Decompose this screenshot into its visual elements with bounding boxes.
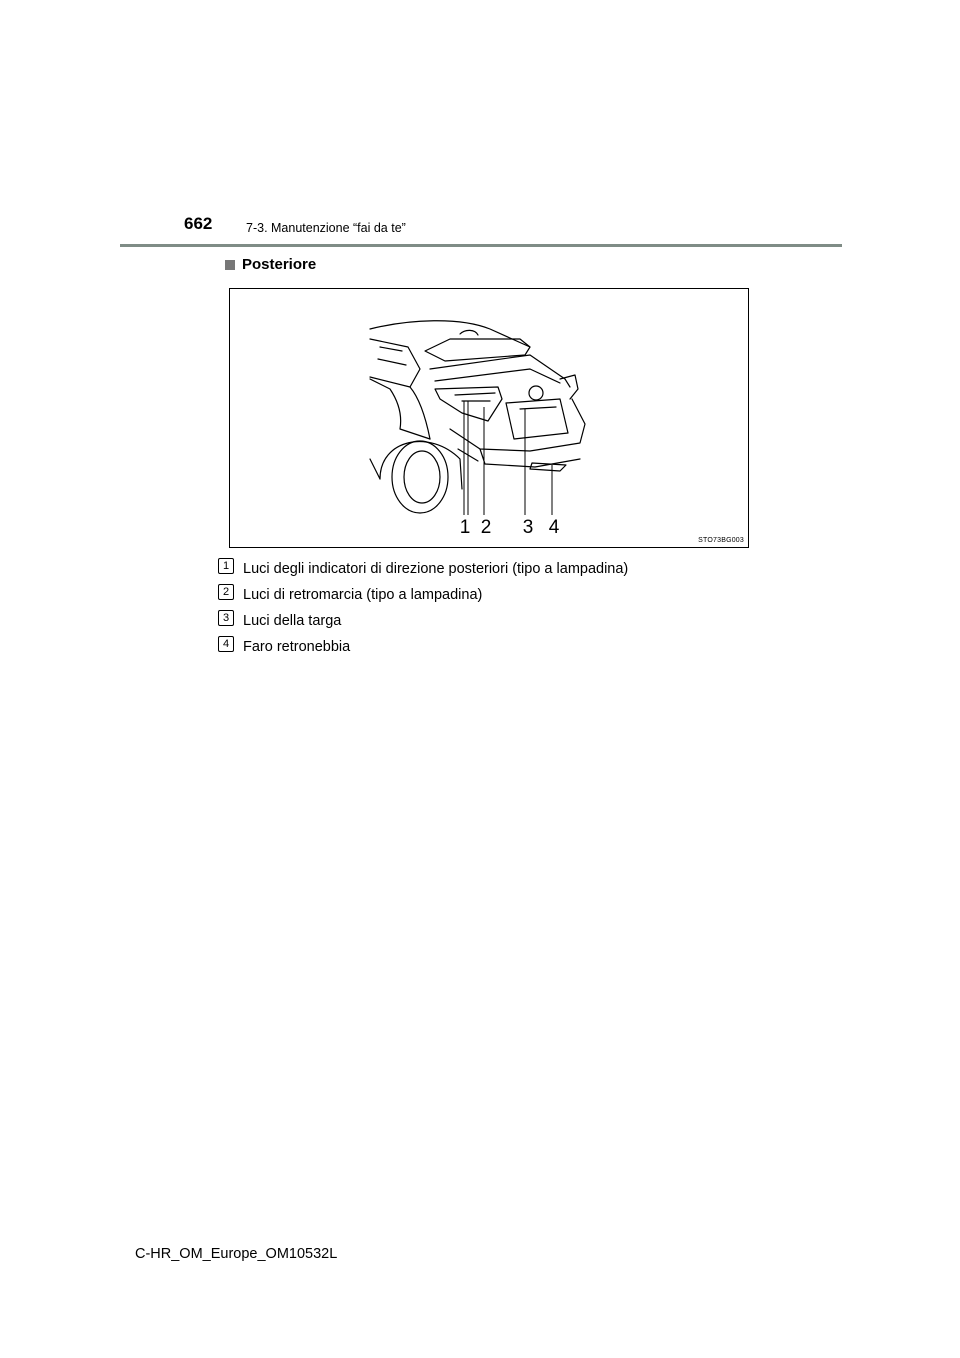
subheading-text: Posteriore — [242, 256, 317, 273]
legend-text: Luci della targa — [243, 613, 342, 629]
car-rear-illustration — [230, 289, 748, 547]
legend-number: 1 — [218, 558, 234, 574]
page-number: 662 — [184, 214, 213, 233]
legend-text: Luci degli indicatori di direzione posteriori (tipo a lampadina) — [243, 561, 629, 577]
legend-number: 2 — [218, 584, 234, 600]
legend-text: Faro retronebbia — [243, 639, 351, 655]
footer-document-code: C-HR_OM_Europe_OM10532L — [135, 1246, 338, 1262]
square-bullet-icon — [225, 260, 235, 270]
legend-text: Luci di retromarcia (tipo a lampadina) — [243, 587, 483, 603]
callout-1: 1 — [459, 517, 471, 538]
header-divider — [120, 244, 842, 247]
legend-number: 3 — [218, 610, 234, 626]
rear-lights-figure — [229, 288, 749, 548]
callout-4: 4 — [548, 517, 560, 538]
figure-code: STO73BG003 — [698, 537, 744, 544]
legend-number: 4 — [218, 636, 234, 652]
callout-3: 3 — [522, 517, 534, 538]
section-title: 7-3. Manutenzione “fai da te” — [246, 221, 406, 235]
callout-2: 2 — [480, 517, 492, 538]
subheading — [225, 256, 316, 273]
